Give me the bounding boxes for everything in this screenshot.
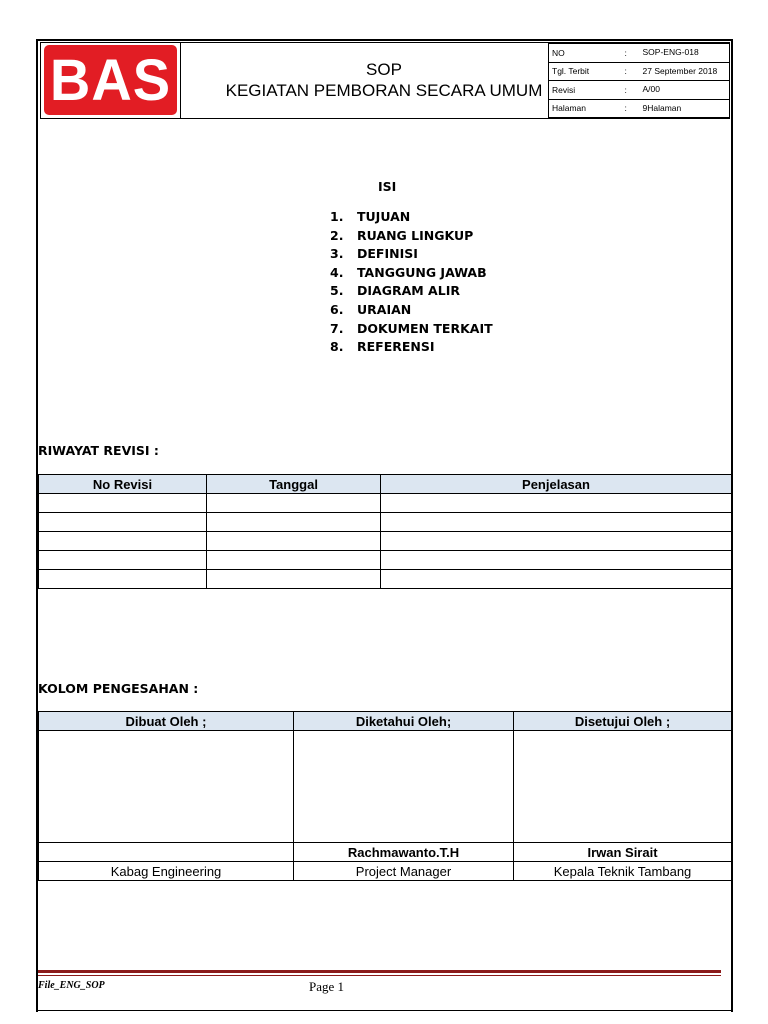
signature-row: [39, 731, 732, 843]
approval-table: [38, 711, 732, 881]
table-row: [39, 570, 732, 589]
footer-file-name: File_ENG_SOP: [38, 980, 105, 991]
table-cell[interactable]: [39, 570, 207, 589]
table-cell[interactable]: [381, 513, 732, 532]
meta-sep: :: [622, 44, 640, 63]
contents-list: [330, 208, 493, 357]
table-cell[interactable]: [39, 494, 207, 513]
meta-key: NO: [549, 44, 622, 63]
meta-sep: :: [622, 62, 640, 81]
contents-item-label: RUANG LINGKUP: [357, 227, 474, 243]
document-meta-table: [548, 43, 730, 118]
table-cell[interactable]: [381, 551, 732, 570]
contents-item-label: TUJUAN: [357, 209, 411, 224]
contents-item: [330, 320, 493, 339]
meta-key: Halaman: [549, 99, 622, 118]
contents-item-label: URAIAN: [357, 301, 412, 317]
contents-item: [330, 264, 493, 283]
signature-box-diketahui[interactable]: [294, 731, 514, 843]
table-cell[interactable]: [207, 570, 381, 589]
meta-value: 9Halaman: [640, 99, 730, 118]
table-row: [39, 494, 732, 513]
meta-row: [549, 44, 730, 63]
table-cell[interactable]: [39, 551, 207, 570]
column-header-no-revisi: No Revisi: [39, 475, 207, 494]
table-cell[interactable]: [381, 532, 732, 551]
meta-key: Tgl. Terbit: [549, 62, 622, 81]
table-row: [39, 513, 732, 532]
table-cell[interactable]: [381, 570, 732, 589]
revision-history-label: RIWAYAT REVISI :: [38, 443, 159, 458]
meta-row: [549, 62, 730, 81]
footer-rule-thin: [38, 975, 721, 976]
table-cell[interactable]: [39, 513, 207, 532]
column-header-diketahui-oleh: Diketahui Oleh;: [294, 712, 514, 731]
table-cell[interactable]: [207, 532, 381, 551]
signatory-roles-row: [39, 862, 732, 881]
signatory-role: Kabag Engineering: [39, 862, 294, 881]
contents-item-label: REFERENSI: [357, 339, 435, 355]
meta-sep: :: [622, 81, 640, 100]
meta-key: Revisi: [549, 81, 622, 100]
meta-value: SOP-ENG-018: [640, 44, 730, 63]
table-header-row: [39, 712, 732, 731]
document-type: SOP: [366, 60, 402, 79]
contents-item-number: 7.: [330, 320, 344, 336]
logo-cell: [41, 43, 181, 118]
column-header-disetujui-oleh: Disetujui Oleh ;: [514, 712, 732, 731]
approval-label: KOLOM PENGESAHAN :: [38, 681, 199, 696]
contents-item-label: DOKUMEN TERKAIT: [357, 320, 493, 336]
table-row: [39, 551, 732, 570]
column-header-penjelasan: Penjelasan: [381, 475, 732, 494]
signatory-role: Kepala Teknik Tambang: [514, 862, 732, 881]
contents-item-number: 6.: [330, 301, 344, 317]
table-cell[interactable]: [207, 494, 381, 513]
contents-item-number: 1.: [330, 209, 344, 224]
signatory-role: Project Manager: [294, 862, 514, 881]
table-cell[interactable]: [39, 532, 207, 551]
meta-row: [549, 81, 730, 100]
contents-title: ISI: [378, 179, 397, 194]
meta-value: A/00: [640, 81, 730, 100]
table-cell[interactable]: [381, 494, 732, 513]
contents-item: [330, 245, 493, 264]
signature-box-disetujui[interactable]: [514, 731, 732, 843]
contents-item-number: 2.: [330, 227, 344, 243]
contents-item-label: DIAGRAM ALIR: [357, 283, 460, 299]
signatory-name: [39, 843, 294, 862]
contents-item: [330, 227, 493, 246]
footer-rule: [38, 970, 721, 973]
table-header-row: [39, 475, 732, 494]
contents-item-label: DEFINISI: [357, 246, 418, 262]
meta-sep: :: [622, 99, 640, 118]
contents-item-number: 8.: [330, 339, 344, 355]
logo-text: BAS: [49, 46, 172, 113]
page-frame-bottom: [36, 1010, 733, 1011]
signatory-name: Irwan Sirait: [514, 843, 732, 862]
document-title: KEGIATAN PEMBORAN SECARA UMUM: [225, 81, 543, 100]
table-cell[interactable]: [207, 551, 381, 570]
title-cell: [181, 43, 587, 118]
signatory-name: Rachmawanto.T.H: [294, 843, 514, 862]
meta-value: 27 September 2018: [640, 62, 730, 81]
column-header-dibuat-oleh: Dibuat Oleh ;: [39, 712, 294, 731]
contents-item-label: TANGGUNG JAWAB: [357, 264, 487, 280]
contents-item-number: 4.: [330, 264, 344, 280]
contents-item: [330, 338, 493, 357]
table-row: [39, 532, 732, 551]
contents-item: [330, 282, 493, 301]
signatory-names-row: [39, 843, 732, 862]
document-header: [40, 42, 730, 119]
revision-history-table: [38, 474, 732, 589]
column-header-tanggal: Tanggal: [207, 475, 381, 494]
contents-item-number: 5.: [330, 283, 344, 299]
bas-logo: [44, 45, 177, 115]
table-cell[interactable]: [207, 513, 381, 532]
signature-box-dibuat[interactable]: [39, 731, 294, 843]
contents-item: [330, 301, 493, 320]
footer-page-number: Page 1: [309, 979, 345, 994]
contents-item: [330, 208, 493, 227]
contents-item-number: 3.: [330, 246, 344, 262]
meta-row: [549, 99, 730, 118]
